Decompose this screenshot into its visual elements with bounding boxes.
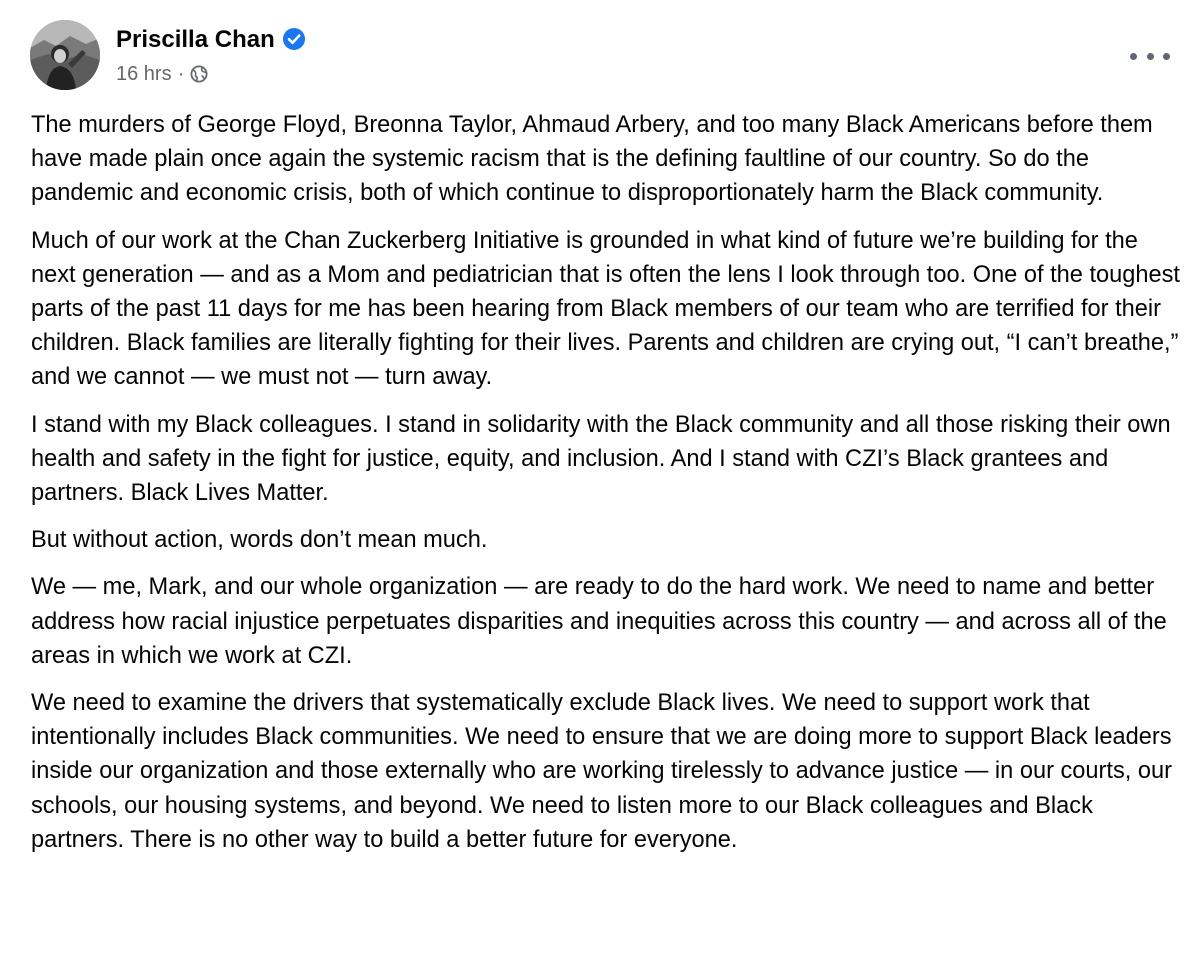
more-dot: [1163, 53, 1170, 60]
author-name[interactable]: [116, 25, 305, 55]
more-dot: [1130, 53, 1137, 60]
post-paragraph: But without action, words don’t mean much.: [31, 527, 488, 554]
post-meta: [116, 61, 208, 87]
post-header: [30, 20, 1170, 100]
post-paragraph: The murders of George Floyd, Breonna Taylor, Ahmaud Arbery, and too many Black Americans before them have made plain once again the systemic racism that is the defining faultline of our country. So do the pandemic and economic crisis, both of which continue to disproportionately harm the Black community.: [31, 112, 1153, 207]
post-timestamp[interactable]: 16 hrs: [116, 63, 172, 85]
more-options-icon[interactable]: [1130, 46, 1170, 66]
author-name-text[interactable]: Priscilla Chan: [116, 26, 275, 53]
post-paragraph: Much of our work at the Chan Zuckerberg Initiative is grounded in what kind of future we’re building for the next generation — and as a Mom and pediatrician that is often the lens I look through too. One of the toughest parts of the past 11 days for me has been hearing from Black members of our team who are terrified for their children. Black families are literally fighting for their lives. Parents and children are crying out, “I can’t breathe,” and we cannot — we must not — turn away.: [31, 227, 1180, 391]
post-paragraph: We need to examine the drivers that systematically exclude Black lives. We need to support work that intentionally includes Black communities. We need to ensure that we are doing more to support Black leaders inside our organization and those externally who are working tirelessly to advance justice — in our courts, our schools, our housing systems, and beyond. We need to listen more to our Black colleagues and Black partners. There is no other way to build a better future for everyone.: [31, 690, 1172, 853]
more-dot: [1147, 53, 1154, 60]
avatar[interactable]: [30, 20, 100, 90]
post-paragraph: We — me, Mark, and our whole organization — are ready to do the hard work. We need to name and better address how racial injustice perpetuates disparities and inequities across this country — and across all of the areas in which we work at CZI.: [31, 574, 1167, 669]
post-body: [31, 108, 1181, 870]
verified-badge-icon: [283, 28, 305, 50]
post-paragraph: I stand with my Black colleagues. I stand in solidarity with the Black community and all those risking their own health and safety in the fight for justice, equity, and inclusion. And I stand with CZI’s Black grantees and partners. Black Lives Matter.: [31, 411, 1171, 507]
meta-separator: ·: [177, 63, 185, 85]
profile-photo-image: [30, 20, 100, 90]
globe-icon[interactable]: [190, 65, 208, 83]
